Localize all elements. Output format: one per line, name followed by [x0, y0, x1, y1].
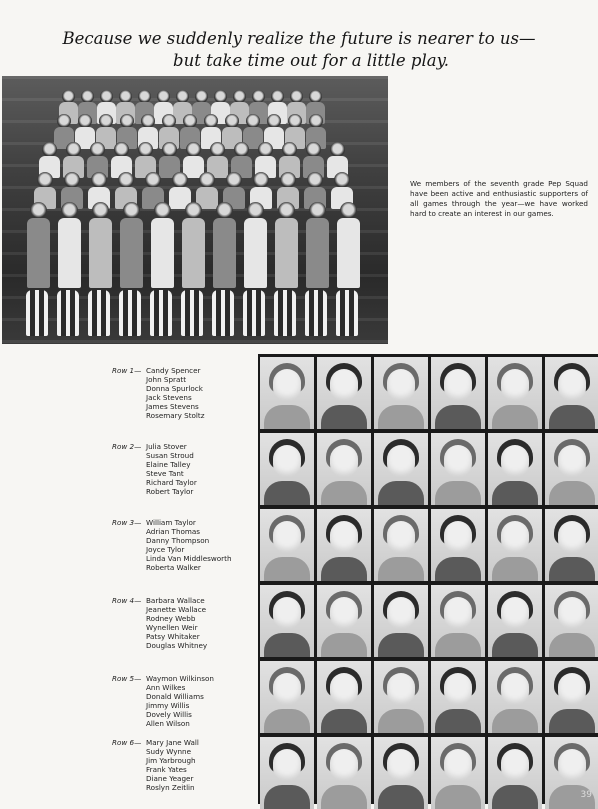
portrait-face [501, 673, 529, 705]
portrait-face [273, 521, 301, 553]
portrait-torso [321, 709, 367, 733]
group-member-head [267, 114, 281, 128]
row-label: Row 1— [112, 366, 142, 375]
group-member-head [204, 114, 218, 128]
student-name: Julia Stover [146, 442, 187, 451]
group-member-head [99, 114, 113, 128]
group-member-head [90, 142, 105, 157]
group-member-head [92, 202, 109, 219]
group-member-head [280, 172, 296, 188]
portrait-face [387, 749, 415, 781]
student-portrait [260, 585, 314, 657]
student-name: Wynellen Weir [146, 623, 198, 633]
group-member-head [340, 202, 357, 219]
group-member-body [120, 218, 143, 288]
student-portrait [374, 585, 428, 657]
group-member-head [138, 142, 153, 157]
student-name: Allen Wilson [146, 719, 190, 729]
portrait-torso [492, 709, 538, 733]
group-member-body [244, 218, 267, 288]
portrait-torso [378, 557, 424, 581]
group-member-head [210, 142, 225, 157]
student-name: Candy Spencer [146, 366, 201, 375]
student-name: Sudy Wynne [146, 747, 191, 757]
portrait-face [558, 597, 586, 629]
student-name: Joyce Tylor [146, 545, 185, 555]
portrait-face [387, 445, 415, 477]
portrait-torso [549, 405, 595, 429]
student-portrait [317, 433, 371, 505]
student-name: Donald Williams [146, 692, 204, 702]
student-name: Adrian Thomas [146, 527, 201, 537]
group-member-head [278, 202, 295, 219]
group-member-body [182, 218, 205, 288]
portrait-face [558, 749, 586, 781]
student-portrait [260, 357, 314, 429]
group-member-head [185, 202, 202, 219]
group-member-head [186, 142, 201, 157]
group-member-head [145, 172, 161, 188]
student-portrait [545, 585, 598, 657]
group-member-body [306, 218, 329, 288]
portrait-torso [264, 405, 310, 429]
group-member-head [172, 172, 188, 188]
portrait-torso [264, 709, 310, 733]
portrait-face [558, 673, 586, 705]
group-member-head [118, 172, 134, 188]
group-member-head [334, 172, 350, 188]
student-name: Douglas Whitney [146, 641, 208, 651]
student-portrait [317, 661, 371, 733]
portrait-torso [378, 481, 424, 505]
student-portrait [374, 357, 428, 429]
student-portrait [431, 737, 485, 809]
portrait-face [558, 521, 586, 553]
headline-line-2: but take time out for a little play. [173, 51, 449, 70]
portrait-torso [378, 405, 424, 429]
group-member-legs [305, 290, 327, 336]
student-name: Linda Van Middlesworth [146, 554, 232, 564]
student-portrait [488, 357, 542, 429]
portrait-torso [264, 785, 310, 809]
group-member-body [89, 218, 112, 288]
portrait-face [330, 597, 358, 629]
student-name: Ann Wilkes [146, 683, 186, 693]
student-portrait [374, 433, 428, 505]
student-name: Frank Yates [146, 765, 187, 775]
page-number: 39 [580, 790, 592, 800]
portrait-torso [435, 557, 481, 581]
student-name: Jeanette Wallace [146, 605, 207, 615]
row-label: Row 5— [112, 674, 142, 683]
row-label: Row 2— [112, 442, 142, 451]
group-member-head [246, 114, 260, 128]
group-member-head [253, 172, 269, 188]
student-name: Donna Spurlock [146, 384, 203, 394]
group-member-head [306, 142, 321, 157]
student-portrait [260, 433, 314, 505]
group-member-legs [26, 290, 48, 336]
student-name: Jimmy Willis [146, 701, 190, 711]
group-member-head [258, 142, 273, 157]
group-member-legs [88, 290, 110, 336]
group-member-head [37, 172, 53, 188]
student-name: Steve Tant [146, 469, 184, 479]
portrait-torso [264, 481, 310, 505]
portrait-face [330, 673, 358, 705]
student-portrait [260, 509, 314, 581]
portrait-face [330, 749, 358, 781]
portrait-face [444, 749, 472, 781]
student-portrait [545, 509, 598, 581]
group-member-head [61, 202, 78, 219]
portrait-torso [549, 633, 595, 657]
group-member-head [141, 114, 155, 128]
student-portrait [488, 433, 542, 505]
student-portrait [431, 357, 485, 429]
group-member-legs [243, 290, 265, 336]
group-member-legs [274, 290, 296, 336]
group-member-head [91, 172, 107, 188]
portrait-torso [549, 557, 595, 581]
student-name: Elaine Talley [146, 460, 191, 470]
student-name: Jack Stevens [146, 393, 192, 403]
student-portrait [431, 509, 485, 581]
photo-caption: We members of the seventh grade Pep Squad have been active and enthusiastic supporters of all games through the year—we have worked hard to create an interest in our games. [410, 179, 588, 218]
portrait-face [273, 445, 301, 477]
student-portrait [488, 661, 542, 733]
student-portrait [431, 661, 485, 733]
portrait-torso [378, 633, 424, 657]
portrait-torso [492, 785, 538, 809]
headline-line-1: Because we suddenly realize the future is nearer to us— [62, 29, 536, 48]
group-member-head [234, 142, 249, 157]
student-portrait [374, 661, 428, 733]
group-member-head [64, 172, 80, 188]
group-member-head [162, 114, 176, 128]
portrait-face [273, 369, 301, 401]
student-name: Robert Taylor [146, 487, 194, 497]
group-member-legs [212, 290, 234, 336]
portrait-face [444, 369, 472, 401]
group-member-head [216, 202, 233, 219]
portrait-torso [492, 405, 538, 429]
row-names [146, 738, 199, 793]
student-portrait [488, 585, 542, 657]
row-names [146, 674, 214, 729]
page-headline [0, 28, 598, 72]
student-name: Dovely Willis [146, 710, 192, 720]
student-name: Waymon Wilkinson [146, 674, 214, 683]
portrait-torso [435, 481, 481, 505]
student-name: Roslyn Zeitlin [146, 783, 195, 793]
student-portrait [545, 433, 598, 505]
portrait-face [501, 749, 529, 781]
group-member-body [275, 218, 298, 288]
portrait-torso [549, 709, 595, 733]
group-member-head [199, 172, 215, 188]
portrait-torso [492, 481, 538, 505]
group-member-legs [119, 290, 141, 336]
student-portrait [317, 585, 371, 657]
student-name: Rodney Webb [146, 614, 196, 624]
portrait-torso [264, 633, 310, 657]
portrait-torso [264, 557, 310, 581]
group-member-head [57, 114, 71, 128]
portrait-torso [321, 785, 367, 809]
portrait-face [501, 521, 529, 553]
portrait-face [387, 521, 415, 553]
group-member-head [226, 172, 242, 188]
group-member-body [213, 218, 236, 288]
student-portrait [260, 661, 314, 733]
portrait-face [273, 597, 301, 629]
row-names [146, 442, 197, 497]
group-member-body [337, 218, 360, 288]
row-names [146, 366, 205, 421]
portrait-torso [321, 405, 367, 429]
portrait-face [330, 445, 358, 477]
portrait-torso [435, 709, 481, 733]
portrait-face [558, 445, 586, 477]
group-member-head [307, 172, 323, 188]
student-portrait [431, 585, 485, 657]
student-name: Danny Thompson [146, 536, 210, 546]
student-portrait [260, 737, 314, 809]
group-member-head [123, 202, 140, 219]
portrait-face [330, 521, 358, 553]
group-member-head [114, 142, 129, 157]
portrait-face [387, 369, 415, 401]
group-member-legs [150, 290, 172, 336]
row-label: Row 3— [112, 518, 142, 527]
row-label: Row 6— [112, 738, 142, 747]
portrait-face [387, 673, 415, 705]
portrait-face [330, 369, 358, 401]
group-member-head [288, 114, 302, 128]
portrait-face [558, 369, 586, 401]
pep-squad-group-photo [2, 76, 388, 344]
group-member-head [309, 202, 326, 219]
student-portrait [317, 737, 371, 809]
group-member-body [58, 218, 81, 288]
student-portrait [488, 737, 542, 809]
portrait-face [501, 597, 529, 629]
group-member-body [27, 218, 50, 288]
portrait-face [444, 521, 472, 553]
portrait-torso [321, 557, 367, 581]
student-portrait [374, 509, 428, 581]
portrait-face [444, 673, 472, 705]
portrait-torso [549, 481, 595, 505]
portrait-face [273, 673, 301, 705]
portrait-torso [378, 785, 424, 809]
student-portrait [431, 433, 485, 505]
portrait-torso [435, 785, 481, 809]
student-portrait-grid [258, 354, 598, 804]
group-member-body [151, 218, 174, 288]
student-portrait [317, 509, 371, 581]
student-name: Patsy Whitaker [146, 632, 200, 642]
group-member-legs [336, 290, 358, 336]
student-name: Rosemary Stoltz [146, 411, 205, 421]
student-name: Barbara Wallace [146, 596, 205, 605]
group-member-head [282, 142, 297, 157]
portrait-torso [321, 633, 367, 657]
group-member-head [309, 114, 323, 128]
student-name: James Stevens [146, 402, 199, 412]
group-member-head [78, 114, 92, 128]
group-member-head [120, 114, 134, 128]
student-name: Jim Yarbrough [146, 756, 196, 766]
row-names [146, 596, 207, 651]
group-member-legs [181, 290, 203, 336]
student-portrait [488, 509, 542, 581]
student-name: William Taylor [146, 518, 196, 527]
portrait-torso [492, 633, 538, 657]
group-member-head [42, 142, 57, 157]
group-member-head [30, 202, 47, 219]
portrait-torso [492, 557, 538, 581]
group-member-head [225, 114, 239, 128]
group-member-head [183, 114, 197, 128]
group-member-legs [57, 290, 79, 336]
student-portrait [545, 357, 598, 429]
group-member-head [154, 202, 171, 219]
student-name: Susan Stroud [146, 451, 194, 461]
portrait-torso [435, 633, 481, 657]
student-name: Richard Taylor [146, 478, 197, 488]
portrait-torso [378, 709, 424, 733]
student-portrait [374, 737, 428, 809]
portrait-face [444, 597, 472, 629]
group-member-head [247, 202, 264, 219]
student-name: Mary Jane Wall [146, 738, 199, 747]
portrait-face [444, 445, 472, 477]
portrait-face [501, 369, 529, 401]
student-portrait [317, 357, 371, 429]
portrait-face [273, 749, 301, 781]
student-name: John Spratt [146, 375, 187, 385]
row-names [146, 518, 232, 573]
portrait-face [387, 597, 415, 629]
row-label: Row 4— [112, 596, 142, 605]
portrait-face [501, 445, 529, 477]
group-member-head [330, 142, 345, 157]
group-member-head [162, 142, 177, 157]
student-portrait [545, 661, 598, 733]
portrait-torso [321, 481, 367, 505]
portrait-torso [435, 405, 481, 429]
student-name: Roberta Walker [146, 563, 201, 573]
group-member-head [66, 142, 81, 157]
student-name: Diane Yeager [146, 774, 194, 784]
